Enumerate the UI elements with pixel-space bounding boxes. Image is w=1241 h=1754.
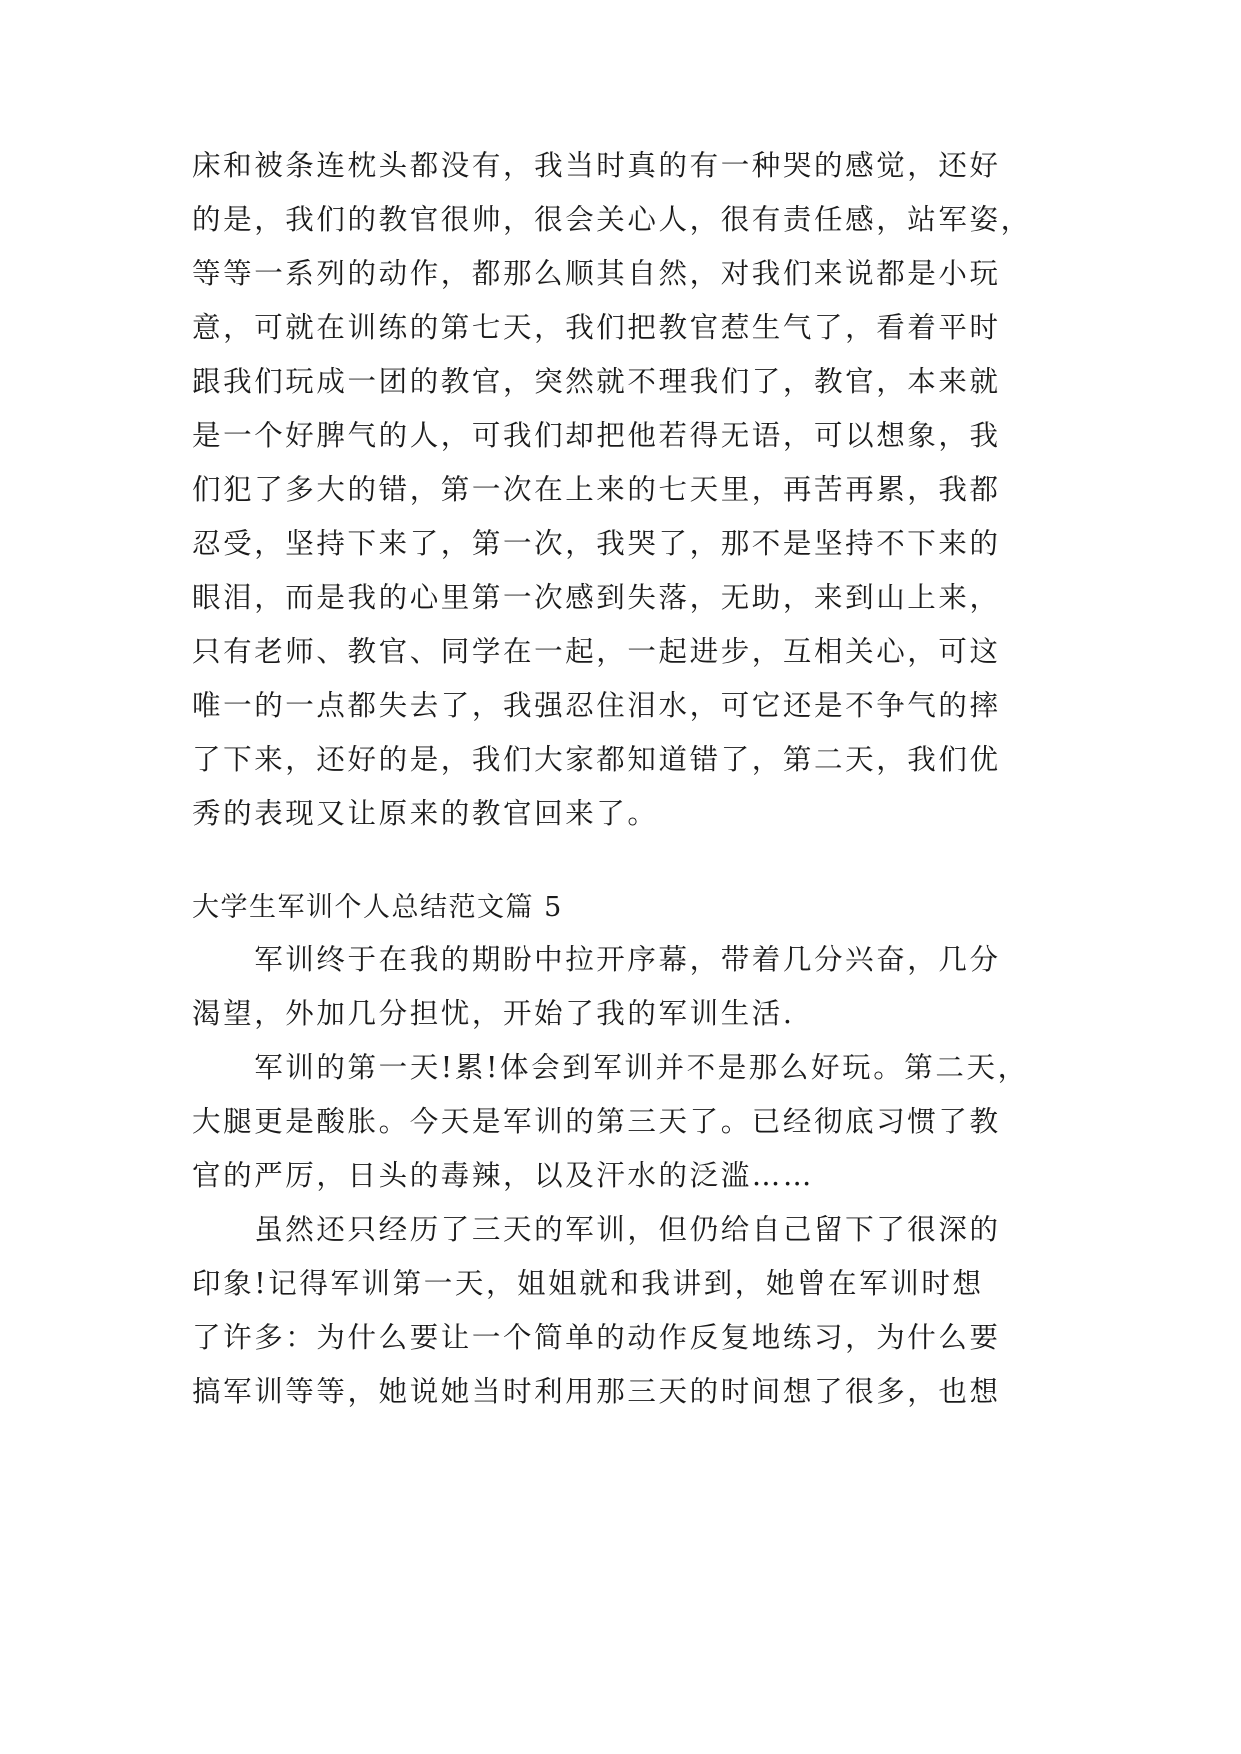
- text-line: 的是，我们的教官很帅，很会关心人，很有责任感，站军姿，: [192, 203, 1032, 236]
- text-line: 军训终于在我的期盼中拉开序幕，带着几分兴奋，几分: [192, 943, 1001, 976]
- text-line: 唯一的一点都失去了，我强忍住泪水，可它还是不争气的摔: [192, 689, 1001, 722]
- text-line: 们犯了多大的错，第一次在上来的七天里，再苦再累，我都: [192, 473, 1001, 506]
- text-line: 床和被条连枕头都没有，我当时真的有一种哭的感觉，还好: [192, 149, 1001, 182]
- text-line: 军训的第一天!累!体会到军训并不是那么好玩。第二天，: [192, 1051, 1029, 1084]
- text-line: 是一个好脾气的人，可我们却把他若得无语，可以想象，我: [192, 419, 1001, 452]
- text-line: 秀的表现又让原来的教官回来了。: [192, 797, 659, 830]
- section-title: 大学生军训个人总结范文篇 5: [192, 892, 563, 923]
- text-line: 了许多：为什么要让一个简单的动作反复地练习，为什么要: [192, 1321, 1001, 1354]
- text-line: 等等一系列的动作，都那么顺其自然，对我们来说都是小玩: [192, 257, 1001, 290]
- text-line: 忍受，坚持下来了，第一次，我哭了，那不是坚持不下来的: [192, 527, 1001, 560]
- text-line: 渴望，外加几分担忧，开始了我的军训生活.: [192, 997, 795, 1030]
- text-line: 印象!记得军训第一天，姐姐就和我讲到，她曾在军训时想: [192, 1267, 984, 1300]
- text-line: 大腿更是酸胀。今天是军训的第三天了。已经彻底习惯了教: [192, 1105, 1001, 1138]
- text-line: 官的严厉，日头的毒辣，以及汗水的泛滥……: [192, 1159, 815, 1192]
- text-line: 跟我们玩成一团的教官，突然就不理我们了，教官，本来就: [192, 365, 1001, 398]
- text-line: 眼泪，而是我的心里第一次感到失落，无助，来到山上来，: [192, 581, 1001, 614]
- text-line: 了下来，还好的是，我们大家都知道错了，第二天，我们优: [192, 743, 1001, 776]
- text-line: 搞军训等等，她说她当时利用那三天的时间想了很多，也想: [192, 1375, 1001, 1408]
- text-line: 只有老师、教官、同学在一起，一起进步，互相关心，可这: [192, 635, 1001, 668]
- text-line: 意，可就在训练的第七天，我们把教官惹生气了，看着平时: [192, 311, 1001, 344]
- text-line: 虽然还只经历了三天的军训，但仍给自己留下了很深的: [192, 1213, 1001, 1246]
